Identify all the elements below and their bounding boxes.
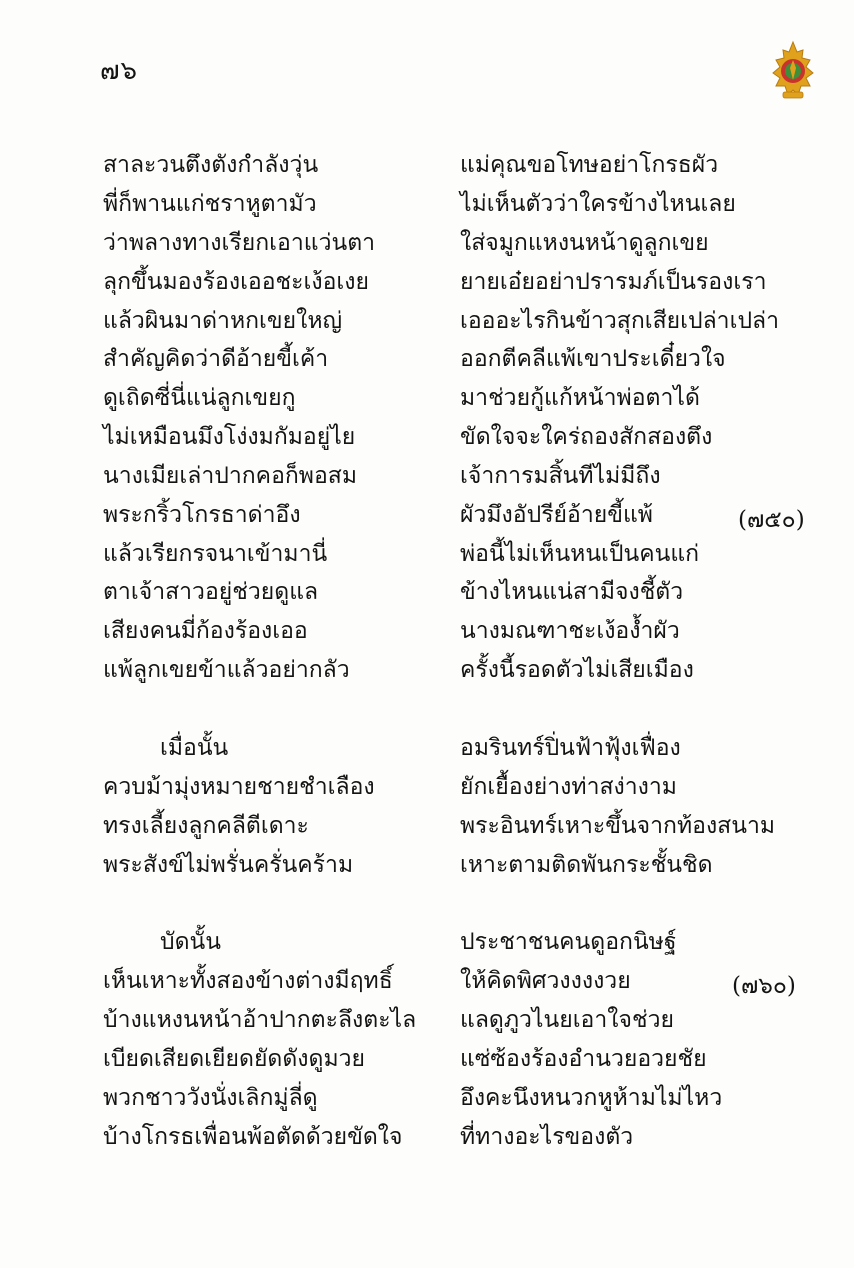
right-verse-line: แซ่ซ้องร้องอำนวยอวยชัย bbox=[460, 1046, 707, 1072]
right-verse-line: ครั้งนี้รอดตัวไม่เสียเมือง bbox=[460, 657, 694, 683]
left-verse-line: บ้างแหงนหน้าอ้าปากตะลึงตะไล bbox=[103, 1007, 417, 1033]
left-verse-line: ไม่เหมือนมึงโง่งมกัมอยู่ไย bbox=[103, 424, 356, 450]
right-verse-line: มาช่วยกู้แก้หน้าพ่อตาได้ bbox=[460, 385, 700, 411]
left-verse-line: นางเมียเล่าปากคอก็พอสม bbox=[103, 463, 357, 489]
verse-number: (๗๖๐) bbox=[732, 973, 796, 999]
right-verse-line: ยายเอ๋ยอย่าปรารมภ์เป็นรองเรา bbox=[460, 269, 767, 295]
left-verse-line: เสียงคนมี่ก้องร้องเออ bbox=[103, 618, 308, 644]
right-verse-line: เอออะไรกินข้าวสุกเสียเปล่าเปล่า bbox=[460, 308, 780, 334]
left-verse-line: ควบม้ามุ่งหมายชายชำเลือง bbox=[103, 774, 375, 800]
right-verse-line: เหาะตามติดพันกระชั้นชิด bbox=[460, 852, 713, 878]
emblem-seal-icon bbox=[768, 40, 818, 102]
left-verse-line: ทรงเลี้ยงลูกคลีตีเดาะ bbox=[103, 813, 309, 839]
left-verse-line: แพ้ลูกเขยข้าแล้วอย่ากลัว bbox=[103, 657, 350, 683]
right-verse-line: แลดูภูวไนยเอาใจช่วย bbox=[460, 1007, 674, 1033]
right-verse-line: แม่คุณขอโทษอย่าโกรธผัว bbox=[460, 152, 719, 178]
section-heading: บัดนั้น bbox=[160, 929, 221, 955]
left-verse-line: แล้วเรียกรจนาเข้ามานี่ bbox=[103, 541, 328, 567]
right-verse-line: ขัดใจจะใคร่ถองสักสองตึง bbox=[460, 424, 713, 450]
left-verse-line: สาละวนตึงตังกำลังวุ่น bbox=[103, 152, 319, 178]
page-number: ๗๖ bbox=[100, 56, 139, 86]
right-verse-line: ให้คิดพิศวงงงงวย bbox=[460, 968, 631, 994]
left-verse-line: สำคัญคิดว่าดีอ้ายขี้เค้า bbox=[103, 346, 329, 372]
right-verse-line: ที่ทางอะไรของตัว bbox=[460, 1124, 634, 1150]
right-verse-line: ออกตีคลีแพ้เขาประเดี๋ยวใจ bbox=[460, 346, 726, 372]
verse-number: (๗๕๐) bbox=[738, 507, 805, 533]
left-verse-line: ดูเถิดซี่นี่แน่ลูกเขยกู bbox=[103, 385, 296, 411]
right-verse-line: อึงคะนึงหนวกหูห้ามไม่ไหว bbox=[460, 1085, 723, 1111]
right-verse-line: อมรินทร์ปิ่นฟ้าฟุ้งเฟื่อง bbox=[460, 735, 681, 761]
left-verse-line: ตาเจ้าสาวอยู่ช่วยดูแล bbox=[103, 579, 319, 605]
right-verse-line: พ่อนี้ไม่เห็นหนเป็นคนแก่ bbox=[460, 541, 700, 567]
right-verse-line: ยักเยื้องย่างท่าสง่างาม bbox=[460, 774, 677, 800]
left-verse-line: บ้างโกรธเพื่อนพ้อตัดด้วยขัดใจ bbox=[103, 1124, 403, 1150]
left-verse-line: พระสังข์ไม่พรั่นครั่นคร้าม bbox=[103, 852, 354, 878]
right-verse-line: ประชาชนคนดูอกนิษฐ์ bbox=[460, 929, 677, 955]
right-verse-line: ไม่เห็นตัวว่าใครข้างไหนเลย bbox=[460, 191, 736, 217]
right-verse-line: ข้างไหนแน่สามีจงชี้ตัว bbox=[460, 579, 684, 605]
left-verse-line: ลุกขึ้นมองร้องเออชะเง้อเงย bbox=[103, 269, 369, 295]
right-verse-line: ใส่จมูกแหงนหน้าดูลูกเขย bbox=[460, 230, 709, 256]
left-verse-line: พี่ก็พานแก่ชราหูตามัว bbox=[103, 191, 317, 217]
right-verse-line: ผัวมึงอัปรีย์อ้ายขี้แพ้ bbox=[460, 502, 653, 528]
left-verse-line: พระกริ้วโกรธาด่าอึง bbox=[103, 502, 301, 528]
left-verse-line: ว่าพลางทางเรียกเอาแว่นตา bbox=[103, 230, 376, 256]
right-verse-line: พระอินทร์เหาะขึ้นจากท้องสนาม bbox=[460, 813, 776, 839]
right-verse-line: เจ้าการมสิ้นทีไม่มีถึง bbox=[460, 463, 661, 489]
right-verse-line: นางมณฑาชะเง้อง้ำผัว bbox=[460, 618, 680, 644]
left-verse-line: เบียดเสียดเยียดยัดดังดูมวย bbox=[103, 1046, 366, 1072]
left-verse-line: เห็นเหาะทั้งสองข้างต่างมีฤทธิ์ bbox=[103, 968, 393, 994]
left-verse-line: พวกชาววังนั่งเลิกมู่ลี่ดู bbox=[103, 1085, 318, 1111]
left-verse-line: แล้วผินมาด่าหกเขยใหญ่ bbox=[103, 308, 343, 334]
section-heading: เมื่อนั้น bbox=[160, 735, 229, 761]
